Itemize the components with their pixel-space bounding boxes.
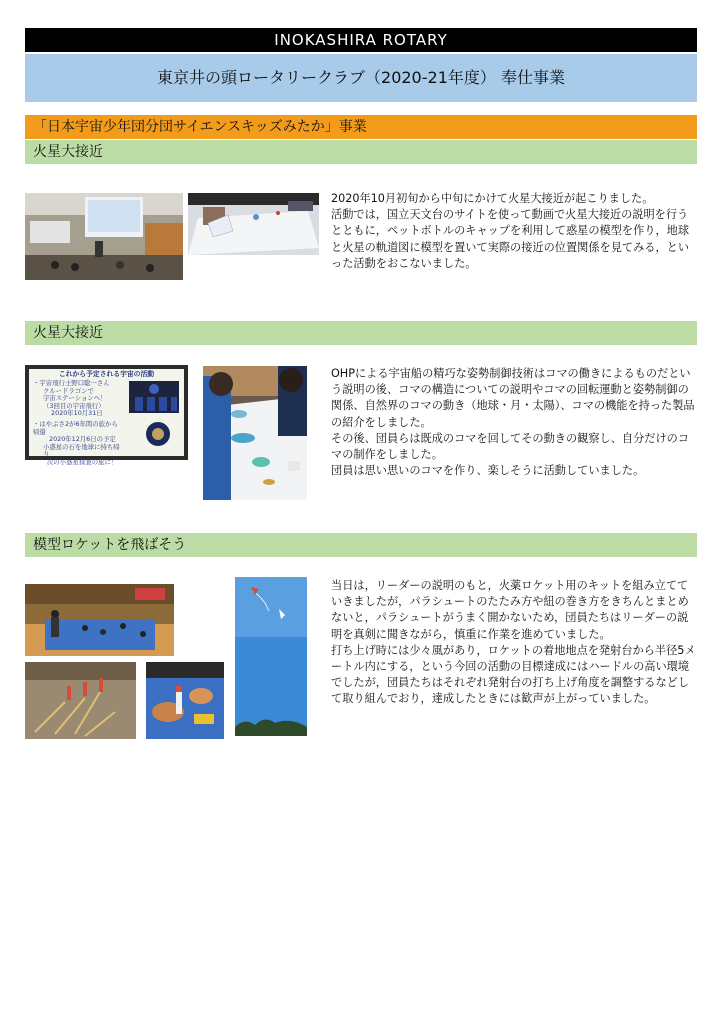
astronaut-image bbox=[129, 381, 179, 413]
gym-assembly-photo bbox=[25, 584, 174, 656]
section-text-3: 当日は，リーダーの説明のもと，火薬ロケット用のキットを組み立てていきましたが，パラシュートのたたみ方や紐の巻き方をきちんとまとめないと，パラシュートがうまく開かないため，団員たちはリーダーの説明を真剣に聞きながら，慎重に作業を進めていました。 打ち上げ時には少々風があり，ロケットの着地地点を発射台から半径5メートル内にする，という今回の活動の目標達成にはハードルの高い環境でしたが，団員たちはそれぞれ発射台の打ち上げ角度を調整するなどして取り組んでおり，達成したときには歓声が上がっていました。 bbox=[331, 579, 696, 706]
section-heading-1: 火星大接近 bbox=[25, 140, 697, 164]
section-text-1: 2020年10月初旬から中旬にかけて火星大接近が起こりました。 活動では，国立天文台のサイトを使って動画で火星大接近の説明を行うとともに，ペットボトルのキャップを利用して惑星の模型を作り，地球と火星の軌道図に模型を置いて実際の接近の位置関係を見てみる，といった活動をおこないました。 bbox=[331, 192, 690, 270]
hayabusa-image bbox=[141, 421, 175, 447]
slide-line: 2020年10月31日 bbox=[51, 409, 103, 418]
program-title: 「日本宇宙少年団分団サイエンスキッズみたか」事業 bbox=[25, 115, 697, 139]
lecture-room-photo bbox=[25, 193, 183, 280]
section-heading-2: 火星大接近 bbox=[25, 321, 697, 345]
slide-title: これから予定される宇宙の活動 bbox=[58, 370, 155, 378]
slide-line: ・はやぶさ2が6年間の旅から帰還 bbox=[33, 419, 118, 436]
slide-line: クルードラゴンで bbox=[43, 386, 94, 395]
slide-line: ・宇宙飛行士野口聡一さん bbox=[33, 379, 110, 387]
rocket-kit-photo bbox=[146, 662, 224, 739]
section-text-2: OHPによる宇宙船の精巧な姿勢制御技術はコマの働きによるものだという説明の後、コマの構造についての説明やコマの回転運動と姿勢制御の関係、自然界のコマの動き（地球・月・太陽）、コマの機能を持った製品の紹介をしました。 その後、団員らは既成のコマを回してその動きの観察し、自分だけのコマの制作をしました。 団員は思い思いのコマを作り、楽しそうに活動していました。 bbox=[331, 367, 695, 478]
section-heading-3: 模型ロケットを飛ばそう bbox=[25, 533, 697, 557]
slide-line: 宇宙ステーションへ！ bbox=[43, 394, 107, 403]
slide-line: 2020年12月6日の予定 bbox=[49, 435, 116, 444]
slide-line: 小惑星の石を地球に持ち帰り bbox=[43, 442, 120, 459]
spinning-top-photo bbox=[203, 366, 307, 500]
org-banner: INOKASHIRA ROTARY bbox=[25, 28, 697, 52]
planet-model-photo bbox=[188, 193, 319, 255]
ohp-slide-photo bbox=[25, 365, 188, 466]
rocket-sky-photo bbox=[235, 577, 307, 736]
launch-pad-photo bbox=[25, 662, 136, 739]
slide-line: （3回目の宇宙飛行） bbox=[43, 401, 105, 410]
page-title: 東京井の頭ロータリークラブ（2020-21年度） 奉仕事業 bbox=[25, 54, 697, 102]
slide-line: 次の小惑星探査の旅に！ bbox=[47, 457, 118, 466]
